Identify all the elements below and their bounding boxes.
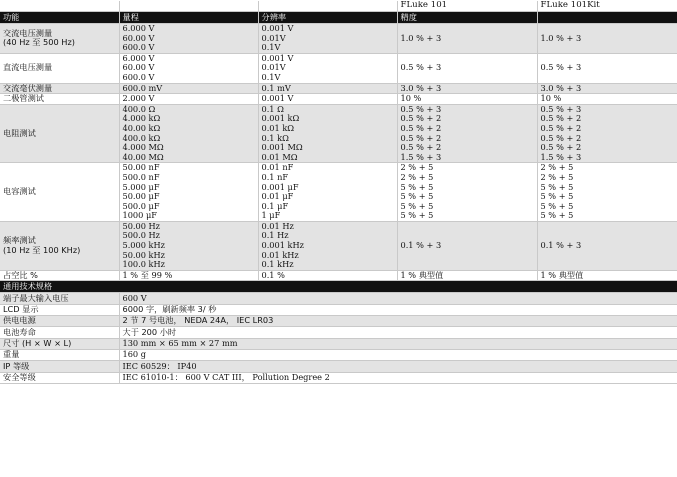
range-cell-line: 50.00 Hz xyxy=(122,221,160,231)
range-cell-line: 5.000 kHz xyxy=(122,240,165,251)
general-specs-title: 通用技术规格 xyxy=(0,281,677,293)
resolution-cell-line: 0.1 μF xyxy=(261,200,289,211)
accuracy-101kit-cell-line: 0.5 % + 3 xyxy=(540,62,582,73)
general-spec-row xyxy=(0,349,677,360)
range-cell-line: 500.0 μF xyxy=(122,200,160,211)
accuracy-101-cell xyxy=(397,104,537,163)
range-cell-line: 400.0 kΩ xyxy=(122,132,161,143)
resolution-cell-line: 0.1 % xyxy=(261,270,285,280)
function-cell-line: 交流毫伏测量 xyxy=(3,83,53,93)
general-spec-value: IEC 61010-1： 600 V CAT III， Pollution Degree 2 xyxy=(119,372,677,383)
range-cell-line: 1 % 至 99 % xyxy=(122,270,173,280)
function-cell-line: (40 Hz 至 500 Hz) xyxy=(3,37,75,48)
function-cell-line: (10 Hz 至 100 KHz) xyxy=(3,244,81,255)
resolution-cell-line: 0.01 kΩ xyxy=(261,122,295,133)
resolution-cell-line: 0.001 μF xyxy=(261,181,299,192)
spec-row xyxy=(0,163,677,222)
function-cell-line: 频率测试 xyxy=(3,235,36,246)
range-cell xyxy=(119,83,258,94)
function-cell-line: 交流电压测量 xyxy=(3,27,53,38)
general-spec-row xyxy=(0,327,677,338)
accuracy-101-cell-line: 10 % xyxy=(400,93,422,104)
range-cell-line: 2.000 V xyxy=(122,93,155,104)
function-cell-line: 电容测试 xyxy=(3,186,36,197)
general-spec-value: IEC 60529： IP40 xyxy=(119,361,677,372)
accuracy-101-cell xyxy=(397,221,537,270)
range-cell-line: 6.000 V xyxy=(122,23,155,33)
range-cell-line: 6.000 V xyxy=(122,53,155,63)
function-cell xyxy=(0,53,119,83)
general-spec-label: 端子最大输入电压 xyxy=(0,293,119,304)
range-cell-line: 50.00 kHz xyxy=(122,249,165,260)
accuracy-101-cell-line: 0.1 % + 3 xyxy=(400,240,442,251)
accuracy-101kit-cell xyxy=(537,163,677,222)
accuracy-101-cell xyxy=(397,83,537,94)
range-cell-line: 40.00 kΩ xyxy=(122,122,161,133)
accuracy-101-cell-line: 0.5 % + 2 xyxy=(400,142,442,153)
spec-row xyxy=(0,83,677,94)
accuracy-101-cell-line: 1 % 典型值 xyxy=(400,270,444,280)
accuracy-101-cell xyxy=(397,163,537,222)
product-fluke-101: FLuke 101 xyxy=(397,1,537,12)
range-cell-line: 4.000 MΩ xyxy=(122,142,164,153)
resolution-cell-line: 0.1 kHz xyxy=(261,259,294,270)
range-cell xyxy=(119,94,258,105)
general-spec-value: 600 V xyxy=(119,293,677,304)
resolution-cell-line: 0.001 kHz xyxy=(261,240,304,251)
general-spec-value: 大于 200 小时 xyxy=(119,327,677,338)
general-spec-row xyxy=(0,293,677,304)
general-spec-label: 重量 xyxy=(0,349,119,360)
function-cell xyxy=(0,83,119,94)
accuracy-101-cell-line: 0.5 % + 3 xyxy=(400,62,442,73)
accuracy-101-cell-line: 1.5 % + 3 xyxy=(400,151,442,162)
range-cell-line: 40.00 MΩ xyxy=(122,151,164,162)
resolution-cell xyxy=(258,270,397,281)
resolution-cell-line: 0.01 Hz xyxy=(261,221,294,231)
resolution-cell xyxy=(258,94,397,105)
general-spec-label: IP 等级 xyxy=(0,361,119,372)
resolution-cell xyxy=(258,24,397,54)
general-spec-label: 供电电源 xyxy=(0,316,119,327)
accuracy-101-cell-line: 2 % + 5 xyxy=(400,162,434,173)
general-spec-row xyxy=(0,372,677,383)
range-cell-line: 100.0 kHz xyxy=(122,259,165,270)
accuracy-101-cell-line: 3.0 % + 3 xyxy=(400,83,442,93)
resolution-cell-line: 0.01V xyxy=(261,32,286,43)
accuracy-101kit-cell-line: 10 % xyxy=(540,93,562,104)
spec-row xyxy=(0,94,677,105)
range-cell xyxy=(119,270,258,281)
accuracy-101kit-cell xyxy=(537,221,677,270)
resolution-cell xyxy=(258,163,397,222)
general-spec-label: 安全等级 xyxy=(0,372,119,383)
accuracy-101-cell xyxy=(397,94,537,105)
general-spec-label: LCD 显示 xyxy=(0,304,119,315)
range-cell xyxy=(119,221,258,270)
resolution-cell-line: 0.001 V xyxy=(261,93,294,104)
accuracy-101-cell-line: 0.5 % + 3 xyxy=(400,104,442,114)
accuracy-101-cell-line: 5 % + 5 xyxy=(400,191,434,202)
accuracy-101kit-cell-line: 1.0 % + 3 xyxy=(540,32,582,43)
general-spec-label: 尺寸 (H × W × L) xyxy=(0,338,119,349)
resolution-cell-line: 0.01V xyxy=(261,62,286,73)
accuracy-101kit-cell xyxy=(537,53,677,83)
accuracy-101-cell-line: 5 % + 5 xyxy=(400,210,434,221)
accuracy-101-cell-line: 1.0 % + 3 xyxy=(400,32,442,43)
function-cell xyxy=(0,104,119,163)
spec-row xyxy=(0,53,677,83)
header-range: 量程 xyxy=(119,12,258,24)
spec-row xyxy=(0,104,677,163)
range-cell-line: 500.0 nF xyxy=(122,171,160,182)
function-cell-line: 电阻测试 xyxy=(3,127,36,138)
general-specs-header xyxy=(0,281,677,293)
general-spec-row xyxy=(0,304,677,315)
resolution-cell-line: 0.1 Hz xyxy=(261,230,289,241)
spec-row xyxy=(0,24,677,54)
accuracy-101kit-cell xyxy=(537,94,677,105)
range-cell-line: 60.00 V xyxy=(122,32,155,43)
accuracy-101-cell-line: 0.5 % + 2 xyxy=(400,132,442,143)
accuracy-101-cell-line: 5 % + 5 xyxy=(400,200,434,211)
general-spec-row xyxy=(0,316,677,327)
resolution-cell-line: 0.1 kΩ xyxy=(261,132,289,143)
general-spec-row xyxy=(0,361,677,372)
function-cell-line: 二极管测试 xyxy=(3,93,44,104)
accuracy-101kit-cell-line: 0.5 % + 2 xyxy=(540,142,582,153)
accuracy-101kit-cell xyxy=(537,83,677,94)
spec-row xyxy=(0,270,677,281)
function-cell xyxy=(0,221,119,270)
header-accuracy: 精度 xyxy=(397,12,537,24)
range-cell xyxy=(119,24,258,54)
accuracy-101-cell-line: 5 % + 5 xyxy=(400,181,434,192)
resolution-cell-line: 0.1 nF xyxy=(261,171,289,182)
accuracy-101kit-cell-line: 5 % + 5 xyxy=(540,191,574,202)
function-cell-line: 占空比 % xyxy=(3,270,38,280)
accuracy-101kit-cell-line: 1.5 % + 3 xyxy=(540,151,582,162)
accuracy-101kit-cell-line: 5 % + 5 xyxy=(540,200,574,211)
resolution-cell-line: 0.1 Ω xyxy=(261,104,284,114)
resolution-cell xyxy=(258,83,397,94)
accuracy-101kit-cell-line: 2 % + 5 xyxy=(540,171,574,182)
header-resolution: 分辨率 xyxy=(258,12,397,24)
accuracy-101-cell-line: 2 % + 5 xyxy=(400,171,434,182)
resolution-cell-line: 0.1V xyxy=(261,42,281,53)
accuracy-101kit-cell-line: 0.5 % + 2 xyxy=(540,113,582,124)
column-header-row xyxy=(0,12,677,24)
range-cell-line: 600.0 mV xyxy=(122,83,163,93)
resolution-cell-line: 0.001 kΩ xyxy=(261,113,300,124)
range-cell xyxy=(119,53,258,83)
range-cell-line: 400.0 Ω xyxy=(122,104,156,114)
function-cell xyxy=(0,24,119,54)
accuracy-101kit-cell xyxy=(537,24,677,54)
range-cell xyxy=(119,163,258,222)
function-cell xyxy=(0,163,119,222)
accuracy-101-cell xyxy=(397,53,537,83)
range-cell-line: 4.000 kΩ xyxy=(122,113,161,124)
range-cell-line: 50.00 nF xyxy=(122,162,160,173)
range-cell-line: 1000 μF xyxy=(122,210,157,221)
range-cell-line: 60.00 V xyxy=(122,62,155,73)
accuracy-101kit-cell-line: 0.5 % + 3 xyxy=(540,104,582,114)
accuracy-101kit-cell-line: 5 % + 5 xyxy=(540,210,574,221)
general-spec-value: 130 mm × 65 mm × 27 mm xyxy=(119,338,677,349)
resolution-cell-line: 0.001 V xyxy=(261,23,294,33)
range-cell-line: 600.0 V xyxy=(122,42,155,53)
accuracy-101kit-cell-line: 1 % 典型值 xyxy=(540,270,584,280)
accuracy-101kit-cell xyxy=(537,270,677,281)
accuracy-101kit-cell-line: 0.5 % + 2 xyxy=(540,122,582,133)
resolution-cell-line: 0.001 V xyxy=(261,53,294,63)
resolution-cell-line: 0.01 MΩ xyxy=(261,151,298,162)
function-cell xyxy=(0,270,119,281)
accuracy-101kit-cell xyxy=(537,104,677,163)
general-spec-row xyxy=(0,338,677,349)
range-cell-line: 50.00 μF xyxy=(122,191,160,202)
product-fluke-101kit: FLuke 101Kit xyxy=(537,1,677,12)
resolution-cell-line: 0.01 kHz xyxy=(261,249,299,260)
general-spec-value: 2 节 7 号电池， NEDA 24A， IEC LR03 xyxy=(119,316,677,327)
accuracy-101-cell xyxy=(397,24,537,54)
accuracy-101-cell-line: 0.5 % + 2 xyxy=(400,122,442,133)
product-header-row xyxy=(0,1,677,12)
function-cell-line: 直流电压测量 xyxy=(3,62,53,73)
resolution-cell xyxy=(258,104,397,163)
resolution-cell-line: 1 μF xyxy=(261,210,281,221)
accuracy-101kit-cell-line: 3.0 % + 3 xyxy=(540,83,582,93)
accuracy-101kit-cell-line: 0.5 % + 2 xyxy=(540,132,582,143)
resolution-cell-line: 0.01 μF xyxy=(261,191,294,202)
general-spec-value: 6000 字，刷新频率 3/ 秒 xyxy=(119,304,677,315)
accuracy-101kit-cell-line: 0.1 % + 3 xyxy=(540,240,582,251)
resolution-cell-line: 0.001 MΩ xyxy=(261,142,303,153)
range-cell-line: 600.0 V xyxy=(122,71,155,82)
specifications-table xyxy=(0,1,677,384)
function-cell xyxy=(0,94,119,105)
resolution-cell-line: 0.01 nF xyxy=(261,162,294,173)
accuracy-101-cell-line: 0.5 % + 2 xyxy=(400,113,442,124)
resolution-cell-line: 0.1V xyxy=(261,71,281,82)
resolution-cell-line: 0.1 mV xyxy=(261,83,291,93)
spec-row xyxy=(0,221,677,270)
accuracy-101-cell xyxy=(397,270,537,281)
accuracy-101kit-cell-line: 5 % + 5 xyxy=(540,181,574,192)
range-cell-line: 5.000 μF xyxy=(122,181,160,192)
range-cell-line: 500.0 Hz xyxy=(122,230,160,241)
header-function: 功能 xyxy=(0,12,119,24)
general-spec-label: 电池寿命 xyxy=(0,327,119,338)
resolution-cell xyxy=(258,53,397,83)
accuracy-101kit-cell-line: 2 % + 5 xyxy=(540,162,574,173)
general-spec-value: 160 g xyxy=(119,349,677,360)
range-cell xyxy=(119,104,258,163)
resolution-cell xyxy=(258,221,397,270)
